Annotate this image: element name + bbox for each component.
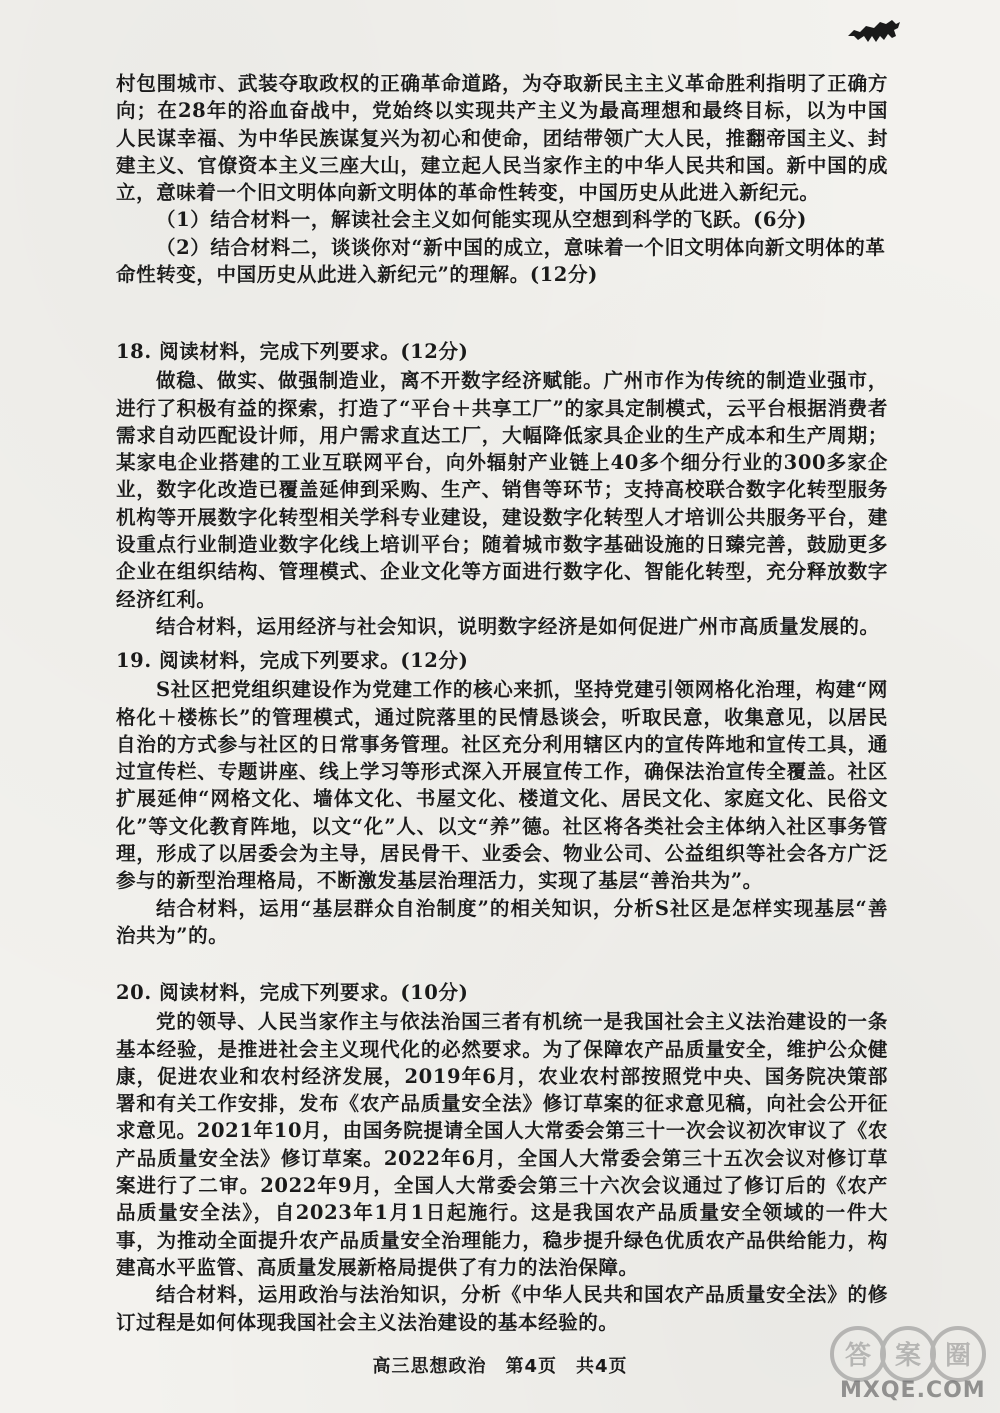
q17-material-tail: 村包围城市、武装夺取政权的正确革命道路，为夺取新民主主义革命胜利指明了正确方向；在28年的浴血奋战中，党始终以实现共产主义为最高理想和最终目标，以为中国人民谋幸福、为中华民族谋复兴为初心和使命，团结带领广大人民，推翻帝国主义、封建主义、官僚资本主义三座大山，建立起人民当家作主的中华人民共和国。新中国的成立，意味着一个旧文明体向新文明体的革命性转变，中国历史从此进入新纪元。 — [116, 72, 888, 205]
question-19 — [116, 647, 888, 949]
page-footer: 高三思想政治 第4页 共4页 — [372, 1356, 628, 1377]
q19-heading: 19. 阅读材料，完成下列要求。(12分) — [116, 649, 469, 672]
q19-material: S社区把党组织建设作为党建工作的核心来抓，坚持党建引领网格化治理，构建“网格化＋楼栋长”的管理模式，通过院落里的民情恳谈会，听取民意，收集意见，以居民自治的方式参与社区的日常事务管理。社区充分利用辖区内的宣传阵地和宣传工具，通过宣传栏、专题讲座、线上学习等形式深入开展宣传工作，确保法治宣传全覆盖。社区扩展延伸“网格文化、墙体文化、书屋文化、楼道文化、居民文化、家庭文化、民俗文化”等文化教育阵地，以文“化”人、以文“养”德。社区将各类社会主体纳入社区事务管理，形成了以居委会为主导，居民骨干、业委会、物业公司、公益组织等社会各方广泛参与的新型治理格局，不断激发基层治理活力，实现了基层“善治共为”。 — [116, 678, 888, 893]
q20-question: 结合材料，运用政治与法治知识，分析《中华人民共和国农产品质量安全法》的修订过程是如何体现我国社会主义法治建设的基本经验的。 — [116, 1283, 888, 1334]
svg-text:答: 答 — [844, 1341, 872, 1371]
watermark-text: MXQE.COM — [840, 1378, 986, 1403]
q18-question: 结合材料，运用经济与社会知识，说明数字经济是如何促进广州市高质量发展的。 — [156, 614, 880, 638]
q18-heading: 18. 阅读材料，完成下列要求。(12分) — [116, 340, 469, 363]
q17-sub-question-1: （1）结合材料一，解读社会主义如何能实现从空想到科学的飞跃。(6分) — [156, 208, 807, 232]
question-20 — [116, 979, 888, 1336]
q20-material: 党的领导、人民当家作主与依法治国三者有机统一是我国社会主义法治建设的一条基本经验，是推进社会主义现代化的必然要求。为了保障农产品质量安全，维护公众健康，促进农业和农村经济发展，2019年6月，农业农村部按照党中央、国务院决策部署和有关工作安排，发布《农产品质量安全法》修订草案的征求意见稿，向社会公开征求意见。2021年10月，由国务院提请全国人大常委会第三十一次会议初次审议了《农产品质量安全法》修订草案。2022年6月，全国人大常委会第三十五次会议对修订草案进行了二审。2022年9月，全国人大常委会第三十六次会议通过了修订后的《农产品质量安全法》，自2023年1月1日起施行。这是我国农产品质量安全领域的一件大事，为推动全面提升农产品质量安全治理能力，稳步提升绿色优质农产品供给能力，构建高水平监管、高质量发展新格局提供了有力的法治保障。 — [116, 1010, 888, 1279]
svg-text:案: 案 — [894, 1341, 922, 1371]
q17-continuation — [116, 70, 888, 288]
svg-text:圈: 圈 — [944, 1341, 972, 1371]
q17-sub-question-2: （2）结合材料二，谈谈你对“新中国的成立，意味着一个旧文明体向新文明体的革命性转变，中国历史从此进入新纪元”的理解。(12分) — [116, 235, 886, 287]
q18-material: 做稳、做实、做强制造业，离不开数字经济赋能。广州市作为传统的制造业强市，进行了积极有益的探索，打造了“平台＋共享工厂”的家具定制模式，云平台根据消费者需求自动匹配设计师，用户需求直达工厂，大幅降低家具企业的生产成本和生产周期；某家电企业搭建的工业互联网平台，向外辐射产业链上40多个细分行业的300多家企业，数字化改造已覆盖延伸到采购、生产、销售等环节；支持高校联合数字化转型服务机构等开展数字化转型相关学科专业建设，建设数字化转型人才培训公共服务平台，建设重点行业制造业数字化线上培训平台；随着城市数字基础设施的日臻完善，鼓励更多企业在组织结构、管理模式、企业文化等方面进行数字化、智能化转型，充分释放数字经济红利。 — [116, 369, 888, 611]
q20-heading: 20. 阅读材料，完成下列要求。(10分) — [116, 981, 469, 1004]
question-18 — [116, 338, 888, 640]
publisher-logo-icon — [846, 14, 902, 48]
q19-question: 结合材料，运用“基层群众自治制度”的相关知识，分析S社区是怎样实现基层“善治共为”的。 — [116, 896, 888, 947]
